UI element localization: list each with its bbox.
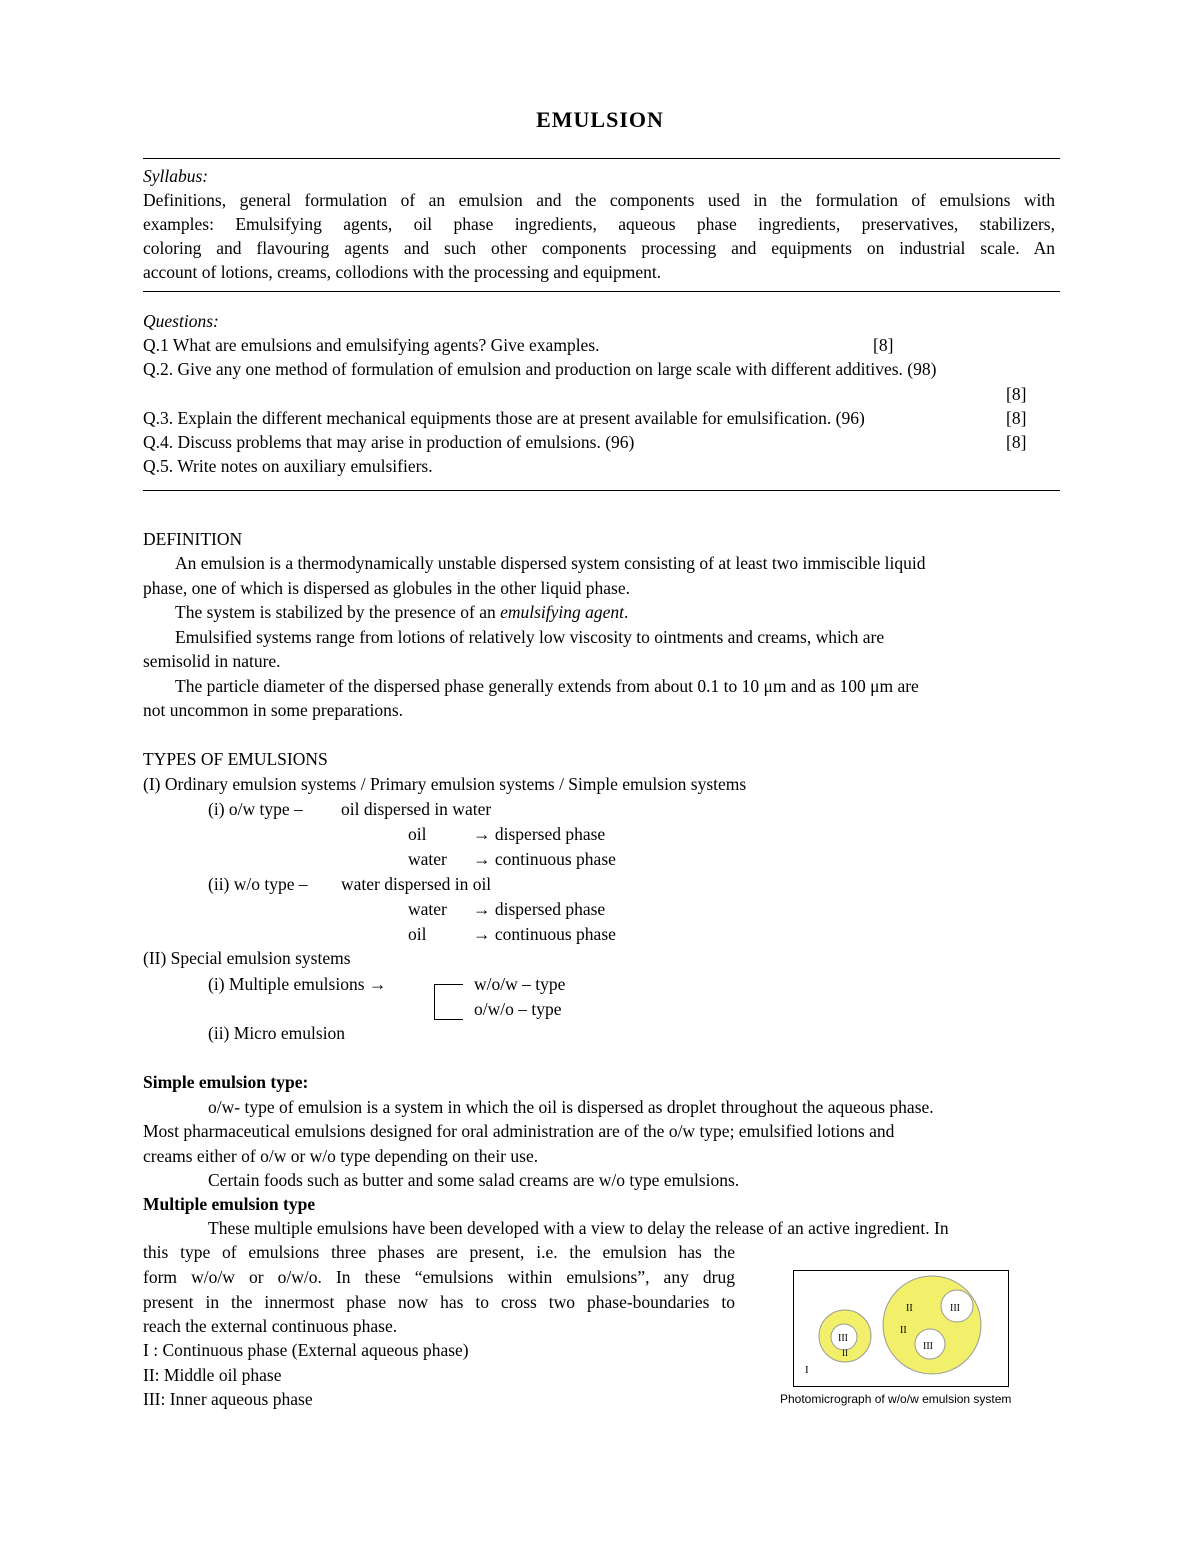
phase-term: oil	[408, 824, 427, 844]
divider	[143, 158, 1060, 159]
types-ordinary: (I) Ordinary emulsion systems / Primary emulsion systems / Simple emulsion systems	[143, 774, 747, 794]
syllabus-line: examples: Emulsifying agents, oil phase ingredients, aqueous phase ingredients, preservatives, stabilizers,	[143, 214, 1055, 234]
simple-text: creams either of o/w or w/o type depending on their use.	[143, 1146, 539, 1166]
question-2: Q.2. Give any one method of formulation of emulsion and production on large scale with different additives. (98)	[143, 359, 937, 379]
definition-text: Emulsified systems range from lotions of relatively low viscosity to ointments and creams, which are	[175, 627, 885, 647]
photomicrograph-figure	[793, 1270, 1009, 1387]
wo-type-label: (ii) w/o type –	[208, 874, 308, 894]
multiple-text: this type of emulsions three phases are present, i.e. the emulsion has the	[143, 1242, 735, 1262]
multiple-text: present in the innermost phase now has to cross two phase-boundaries to	[143, 1292, 735, 1312]
phase-term: water	[408, 849, 447, 869]
figure-label: III	[838, 1333, 848, 1344]
definition-text: phase, one of which is dispersed as globules in the other liquid phase.	[143, 578, 630, 598]
question-3: Q.3. Explain the different mechanical equipments those are at present available for emulsification. (96)	[143, 408, 865, 428]
emulsifying-agent-term: emulsifying agent	[500, 602, 625, 622]
question-1-mark: [8]	[873, 335, 894, 355]
ow-type-desc: oil dispersed in water	[341, 799, 492, 819]
syllabus-label: Syllabus:	[143, 166, 209, 186]
multiple-heading: Multiple emulsion type	[143, 1194, 316, 1214]
figure-label: I	[805, 1364, 809, 1376]
phase-def: → dispersed phase	[473, 824, 606, 844]
ow-type-label: (i) o/w type –	[208, 799, 303, 819]
simple-text: Certain foods such as butter and some salad creams are w/o type emulsions.	[208, 1170, 740, 1190]
definition-heading: DEFINITION	[143, 529, 243, 549]
figure-caption: Photomicrograph of w/o/w emulsion system	[780, 1392, 1012, 1406]
phase-def: → continuous phase	[473, 924, 616, 944]
multiple-text: These multiple emulsions have been developed with a view to delay the release of an active ingredient. In	[208, 1218, 949, 1238]
page-title: EMULSION	[536, 107, 664, 132]
syllabus-line: coloring and flavouring agents and such other components processing and equipments on industrial scale. An	[143, 238, 1055, 258]
phase-term: water	[408, 899, 447, 919]
micro-emulsion-label: (ii) Micro emulsion	[208, 1023, 346, 1043]
figure-label: III	[923, 1341, 933, 1352]
simple-text: o/w- type of emulsion is a system in which the oil is dispersed as droplet throughout the aqueous phase.	[208, 1097, 934, 1117]
phase-label: II: Middle oil phase	[143, 1365, 282, 1385]
question-5: Q.5. Write notes on auxiliary emulsifiers.	[143, 456, 433, 476]
phase-def: → dispersed phase	[473, 899, 606, 919]
definition-text: semisolid in nature.	[143, 651, 281, 671]
phase-label: I : Continuous phase (External aqueous phase)	[143, 1340, 469, 1360]
question-1: Q.1 What are emulsions and emulsifying agents? Give examples.	[143, 335, 600, 355]
multiple-option: o/w/o – type	[474, 999, 562, 1019]
types-heading: TYPES OF EMULSIONS	[143, 749, 328, 769]
multiple-option: w/o/w – type	[474, 974, 566, 994]
questions-label: Questions:	[143, 311, 219, 331]
figure-label: III	[950, 1303, 960, 1314]
phase-def: → continuous phase	[473, 849, 616, 869]
types-special: (II) Special emulsion systems	[143, 948, 351, 968]
syllabus-line: account of lotions, creams, collodions with the processing and equipment.	[143, 262, 662, 282]
simple-text: Most pharmaceutical emulsions designed for oral administration are of the o/w type; emulsified lotions and	[143, 1121, 895, 1141]
definition-text: The particle diameter of the dispersed phase generally extends from about 0.1 to 10 μm and as 100 μm are	[175, 676, 919, 696]
question-3-mark: [8]	[1006, 408, 1027, 428]
figure-label: II	[900, 1325, 907, 1336]
question-4-mark: [8]	[1006, 432, 1027, 452]
phase-label: III: Inner aqueous phase	[143, 1389, 313, 1409]
emulsion-diagram	[794, 1271, 1008, 1386]
question-4: Q.4. Discuss problems that may arise in production of emulsions. (96)	[143, 432, 635, 452]
definition-text: The system is stabilized by the presence of an emulsifying agent.	[175, 602, 629, 622]
syllabus-line: Definitions, general formulation of an emulsion and the components used in the formulation of emulsions with	[143, 190, 1055, 210]
figure-label: II	[906, 1303, 913, 1314]
divider	[143, 291, 1060, 292]
definition-text: not uncommon in some preparations.	[143, 700, 404, 720]
phase-term: oil	[408, 924, 427, 944]
bracket	[434, 984, 463, 1020]
multiple-text: form w/o/w or o/w/o. In these “emulsions within emulsions”, any drug	[143, 1267, 735, 1287]
wo-type-desc: water dispersed in oil	[341, 874, 492, 894]
multiple-text: reach the external continuous phase.	[143, 1316, 398, 1336]
question-2-mark: [8]	[1006, 384, 1027, 404]
simple-heading: Simple emulsion type:	[143, 1072, 309, 1092]
divider	[143, 490, 1060, 491]
definition-text: An emulsion is a thermodynamically unstable dispersed system consisting of at least two immiscible liquid	[175, 553, 926, 573]
figure-label: II	[842, 1348, 848, 1358]
multiple-emulsions-label: (i) Multiple emulsions →	[208, 974, 387, 994]
